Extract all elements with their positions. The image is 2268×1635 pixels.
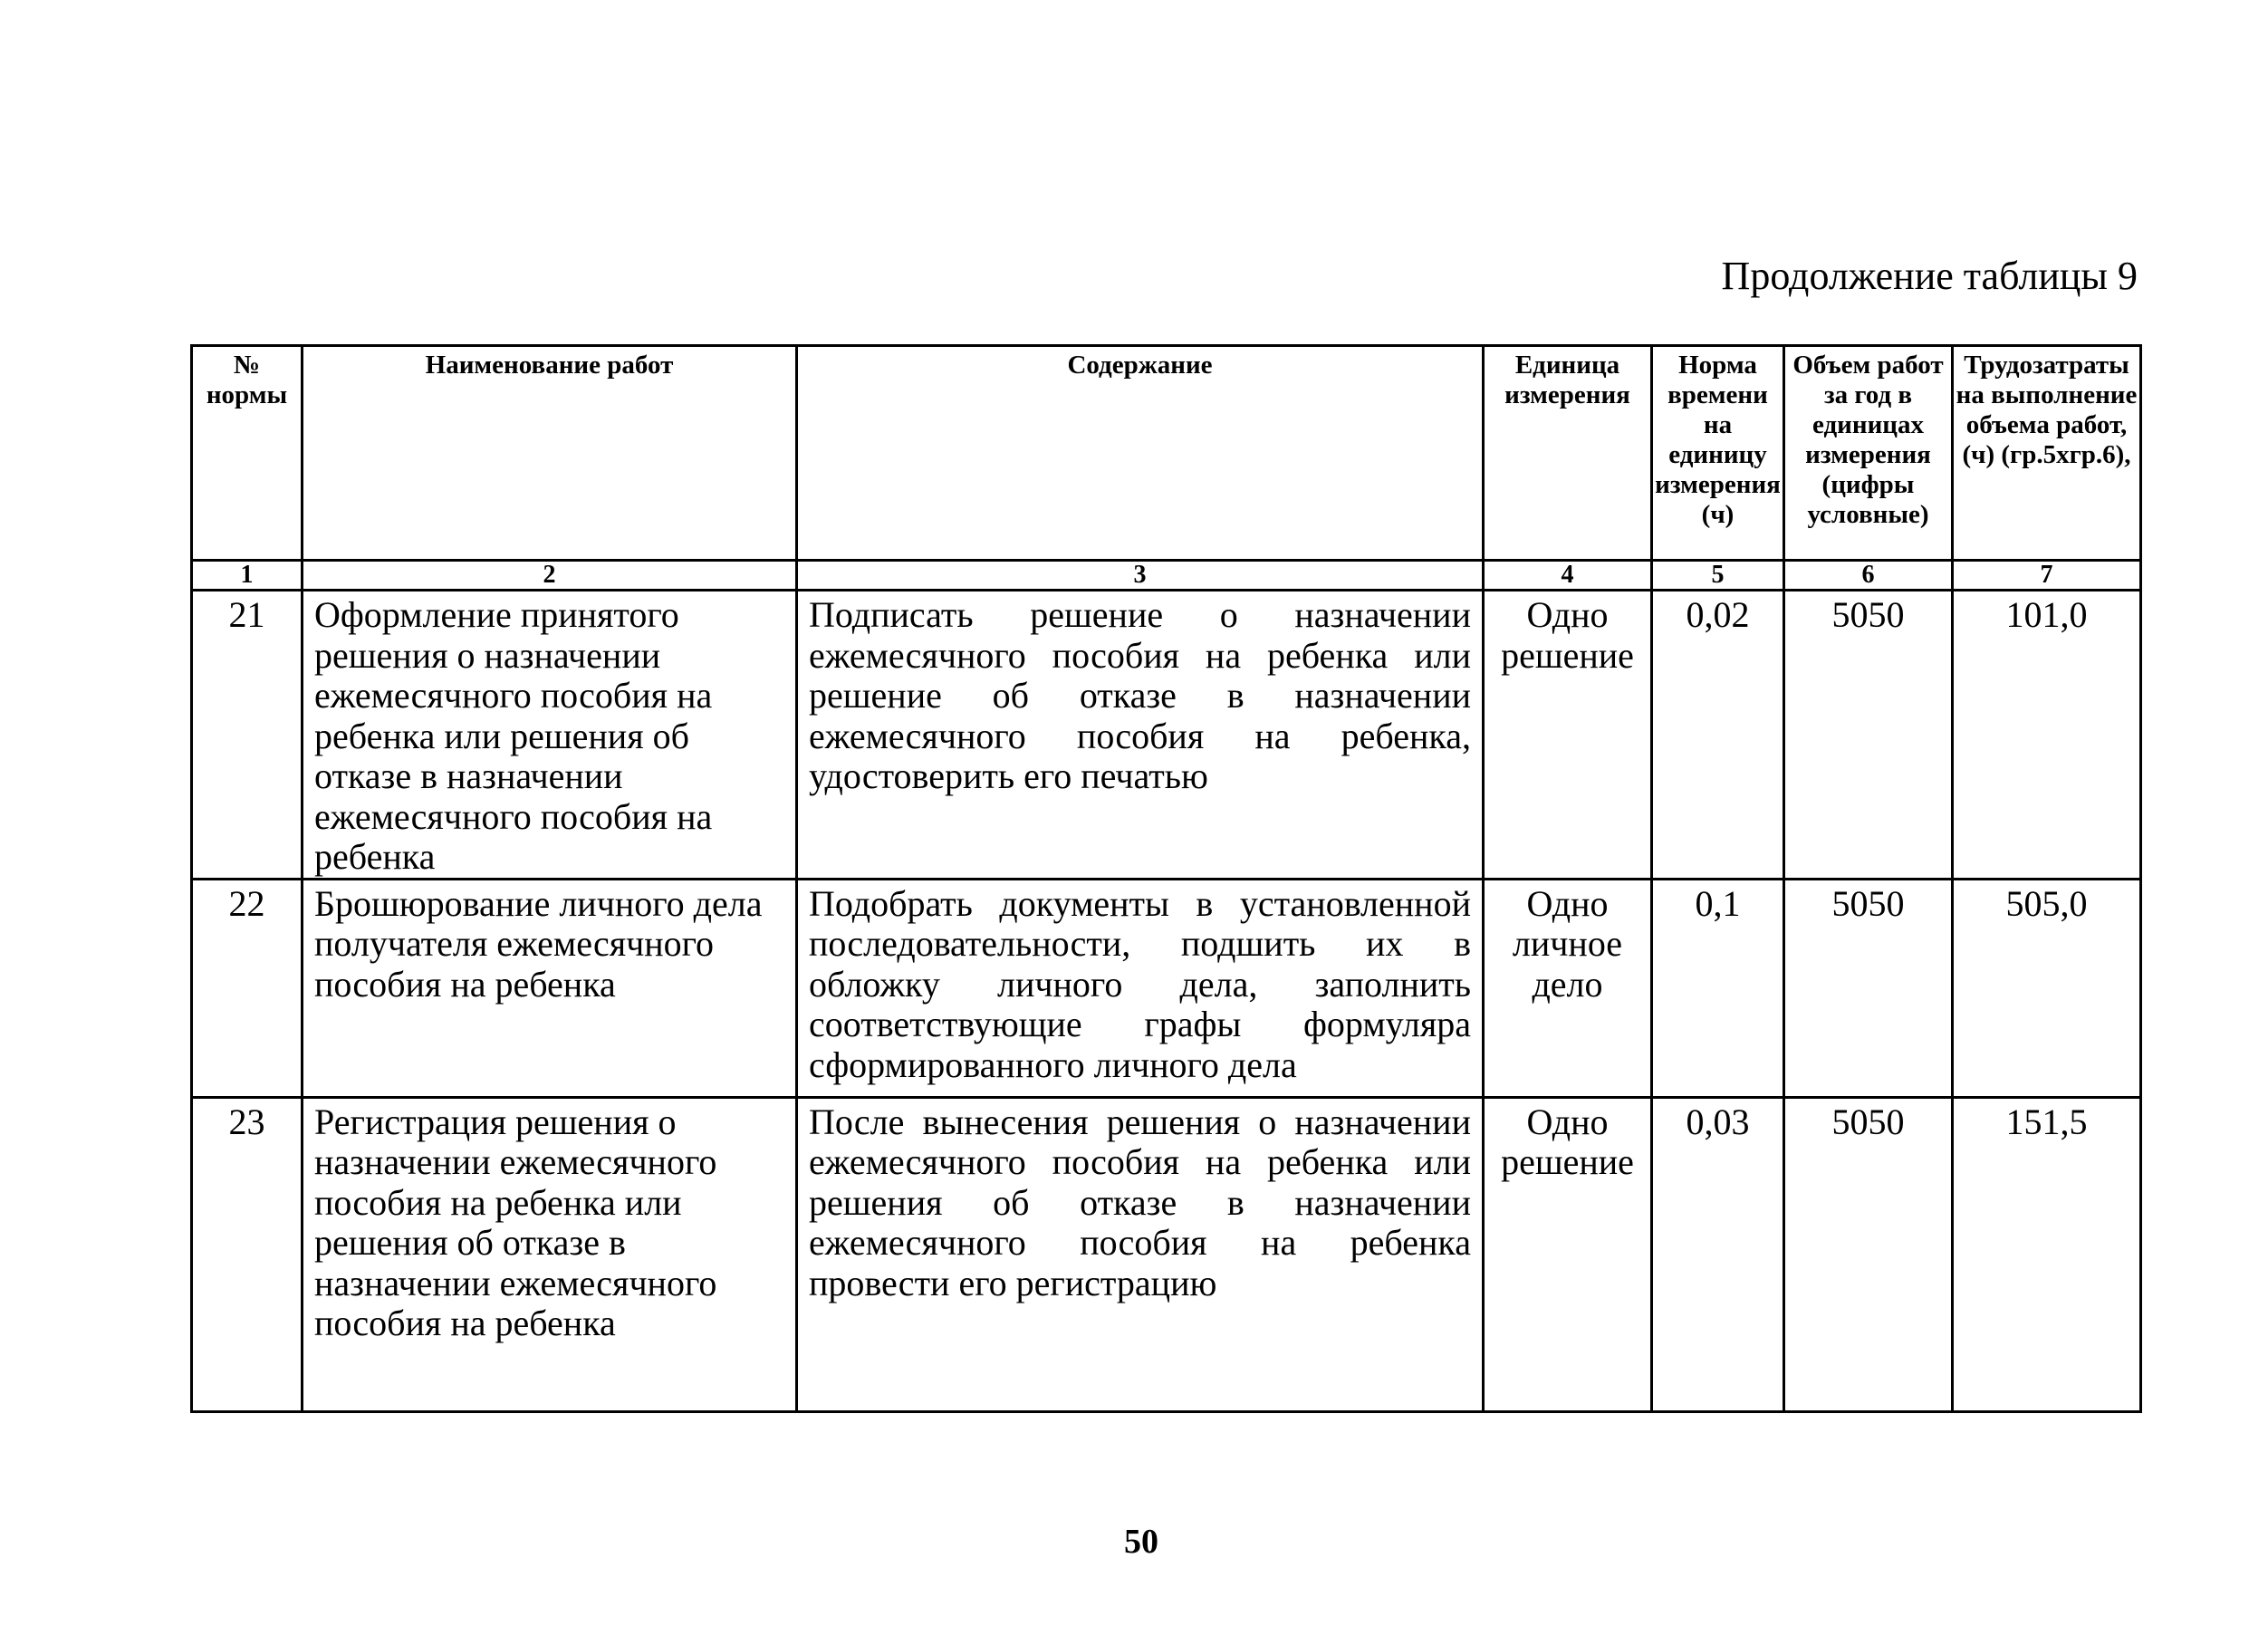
table-row	[192, 591, 2141, 880]
volume-cell: 5050	[1784, 879, 1953, 1097]
work-name-cell: Регистрация решения о назначении ежемесячного пособия на ребенка или решения об отказе в назначении ежемесячного пособия на ребенка	[303, 1097, 797, 1411]
unit-cell: Одно личное дело	[1484, 879, 1652, 1097]
page-number: 50	[1124, 1523, 1158, 1561]
work-name-cell: Брошюрование личного дела получателя ежемесячного пособия на ребенка	[303, 879, 797, 1097]
work-content-cell: Подписать решение о назначении ежемесячного пособия на ребенка или решение об отказе в назначении ежемесячного пособия на ребенка, удостоверить его печатью	[797, 591, 1484, 880]
table-row	[192, 1097, 2141, 1411]
norms-table	[190, 344, 2142, 1413]
column-number: 6	[1784, 561, 1953, 591]
column-number: 7	[1953, 561, 2141, 591]
volume-cell: 5050	[1784, 591, 1953, 880]
work-content-cell: Подобрать документы в установленной последовательности, подшить их в обложку личного дела, заполнить соответствующие графы формуляра сформированного личного дела	[797, 879, 1484, 1097]
column-number: 4	[1484, 561, 1652, 591]
norm-number-cell: 22	[192, 879, 303, 1097]
volume-cell: 5050	[1784, 1097, 1953, 1411]
labor-cell: 151,5	[1953, 1097, 2141, 1411]
header-cell: Объем работ за год в единицах измерения (цифры условные)	[1784, 346, 1953, 561]
header-cell: № нормы	[192, 346, 303, 561]
time-norm-cell: 0,03	[1652, 1097, 1784, 1411]
header-cell: Единица измерения	[1484, 346, 1652, 561]
header-cell: Содержание	[797, 346, 1484, 561]
work-name-cell: Оформление принятого решения о назначении ежемесячного пособия на ребенка или решения об отказе в назначении ежемесячного пособия на ребенка	[303, 591, 797, 880]
norm-number-cell: 21	[192, 591, 303, 880]
labor-cell: 101,0	[1953, 591, 2141, 880]
column-number-row	[192, 561, 2141, 591]
column-number: 2	[303, 561, 797, 591]
header-row	[192, 346, 2141, 561]
unit-cell: Одно решение	[1484, 591, 1652, 880]
header-cell: Наименование работ	[303, 346, 797, 561]
unit-cell: Одно решение	[1484, 1097, 1652, 1411]
work-content-cell: После вынесения решения о назначении ежемесячного пособия на ребенка или решения об отказе в назначении ежемесячного пособия на ребенка провести его регистрацию	[797, 1097, 1484, 1411]
column-number: 5	[1652, 561, 1784, 591]
header-cell: Трудозатраты на выполнение объема работ, (ч) (гр.5хгр.6),	[1953, 346, 2141, 561]
labor-cell: 505,0	[1953, 879, 2141, 1097]
time-norm-cell: 0,1	[1652, 879, 1784, 1097]
column-number: 1	[192, 561, 303, 591]
header-cell: Норма времени на единицу измерения (ч)	[1652, 346, 1784, 561]
table-caption: Продолжение таблицы 9	[1721, 254, 2138, 298]
time-norm-cell: 0,02	[1652, 591, 1784, 880]
column-number: 3	[797, 561, 1484, 591]
norm-number-cell: 23	[192, 1097, 303, 1411]
table-row	[192, 879, 2141, 1097]
